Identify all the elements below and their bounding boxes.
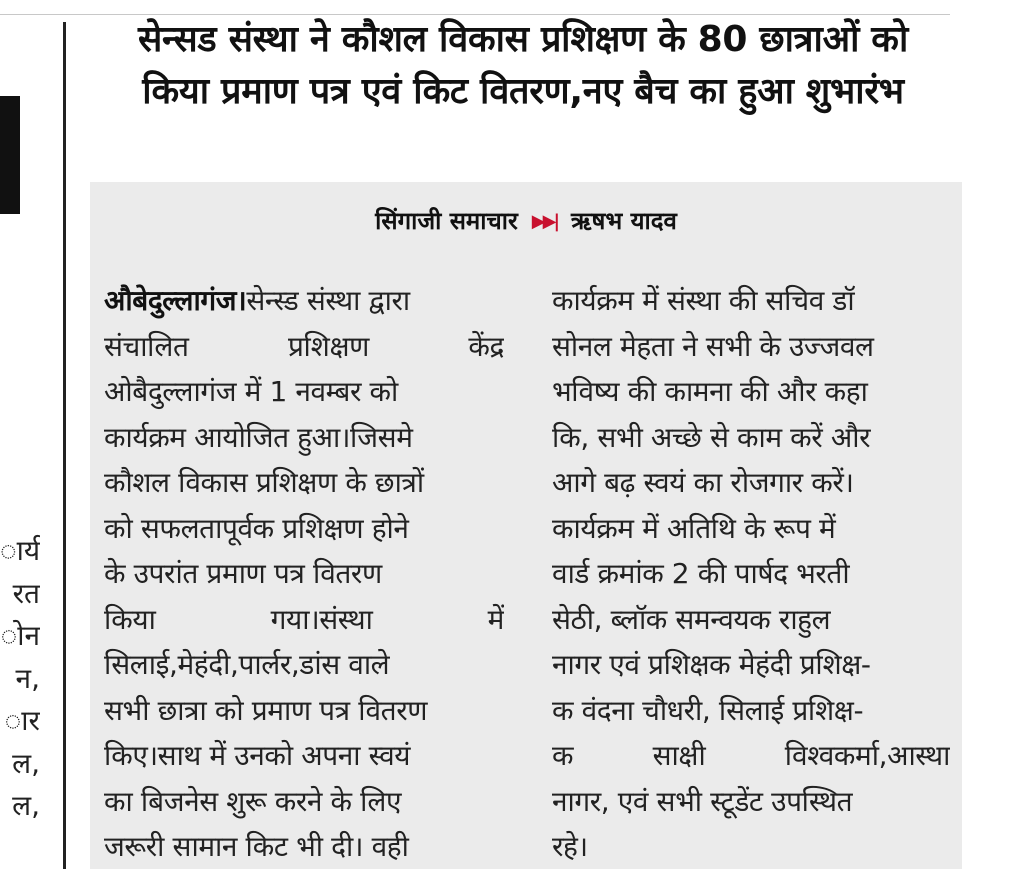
- word: में: [487, 602, 504, 636]
- article-line: का बिजनेस शुरू करने के लिए: [104, 784, 402, 818]
- article-line: कार्यक्रम आयोजित हुआ।जिसमे: [104, 420, 413, 454]
- article-line: को सफलतापूर्वक प्रशिक्षण होने: [104, 511, 409, 545]
- fragment-line: ार: [4, 704, 40, 737]
- word: संचालित: [104, 329, 189, 363]
- column-divider: [63, 22, 66, 869]
- article-body: [90, 182, 962, 869]
- article-line-text: सेन्स्ड संस्था द्वारा: [246, 284, 410, 317]
- article-line: सिलाई,मेहंदी,पार्लर,डांस वाले: [104, 648, 390, 681]
- byline-author: ऋषभ यादव: [571, 207, 677, 235]
- article-line: नागर, एवं सभी स्टूडेंट उपस्थित: [552, 784, 853, 818]
- article-line: [104, 597, 504, 643]
- article-line: भविष्य की कामना की और कहा: [552, 375, 868, 408]
- article-line: नागर एवं प्रशिक्षक मेहंदी प्रशिक्ष-: [552, 648, 871, 681]
- fragment-line: ल,: [12, 789, 40, 822]
- article-line: जरूरी सामान किट भी दी। वही: [104, 830, 409, 863]
- article-line: कार्यक्रम में अतिथि के रूप में: [552, 511, 836, 545]
- word: प्रशिक्षण: [288, 329, 369, 363]
- article-line: सोनल मेहता ने सभी के उज्जवल: [552, 329, 874, 363]
- fast-forward-icon: ▶▶|: [531, 211, 558, 232]
- word: केंद्र: [468, 329, 504, 363]
- fragment-line: रत: [12, 576, 40, 610]
- fragment-line: ोन: [0, 619, 40, 652]
- article-line: सभी छात्रा को प्रमाण पत्र वितरण: [104, 693, 428, 727]
- article-line: क वंदना चौधरी, सिलाई प्रशिक्ष-: [552, 693, 864, 727]
- adjacent-column-black-block: [0, 96, 20, 214]
- byline-source: सिंगाजी समाचार: [375, 207, 518, 235]
- article-line: [552, 733, 950, 779]
- article-line: किए।साथ में उनको अपना स्वयं: [104, 739, 411, 772]
- adjacent-column-text-fragments: [0, 530, 40, 828]
- word: क: [552, 739, 574, 772]
- article-line: [104, 278, 504, 324]
- article-line: कार्यक्रम में संस्था की सचिव डॉ: [552, 284, 855, 317]
- article-line: आगे बढ़ स्वयं का रोजगार करें।: [552, 466, 854, 499]
- word: किया: [104, 602, 156, 636]
- article-column-2: [552, 278, 950, 870]
- article-line: ओबैदुल्लागंज में 1 नवम्बर को: [104, 375, 398, 408]
- word: विश्वकर्मा,आस्था: [784, 739, 950, 772]
- article-line: के उपरांत प्रमाण पत्र वितरण: [104, 557, 382, 590]
- article-line: रहे।: [552, 830, 588, 863]
- fragment-line: ल,: [12, 746, 40, 780]
- article-line: वार्ड क्रमांक 2 की पार्षद भरती: [552, 557, 850, 590]
- article-headline: [88, 14, 958, 118]
- byline: [90, 204, 962, 237]
- article-line: [104, 324, 504, 370]
- word: साक्षी: [652, 739, 706, 772]
- article-line: सेठी, ब्लॉक समन्वयक राहुल: [552, 602, 831, 636]
- word: गया।संस्था: [270, 602, 373, 636]
- article-column-1: [104, 278, 504, 870]
- dateline: औबेदुल्लागंज।: [104, 284, 247, 317]
- fragment-line: न,: [15, 661, 40, 695]
- fragment-line: ार्य: [0, 534, 40, 567]
- article-line: कि, सभी अच्छे से काम करें और: [552, 420, 871, 454]
- headline-line-1: सेन्सड संस्था ने कौशल विकास प्रशिक्षण के 80 छात्राओं को: [138, 19, 908, 60]
- headline-line-2: किया प्रमाण पत्र एवं किट वितरण,नए बैच का हुआ शुभारंभ: [142, 71, 904, 112]
- article-line: कौशल विकास प्रशिक्षण के छात्रों: [104, 466, 424, 499]
